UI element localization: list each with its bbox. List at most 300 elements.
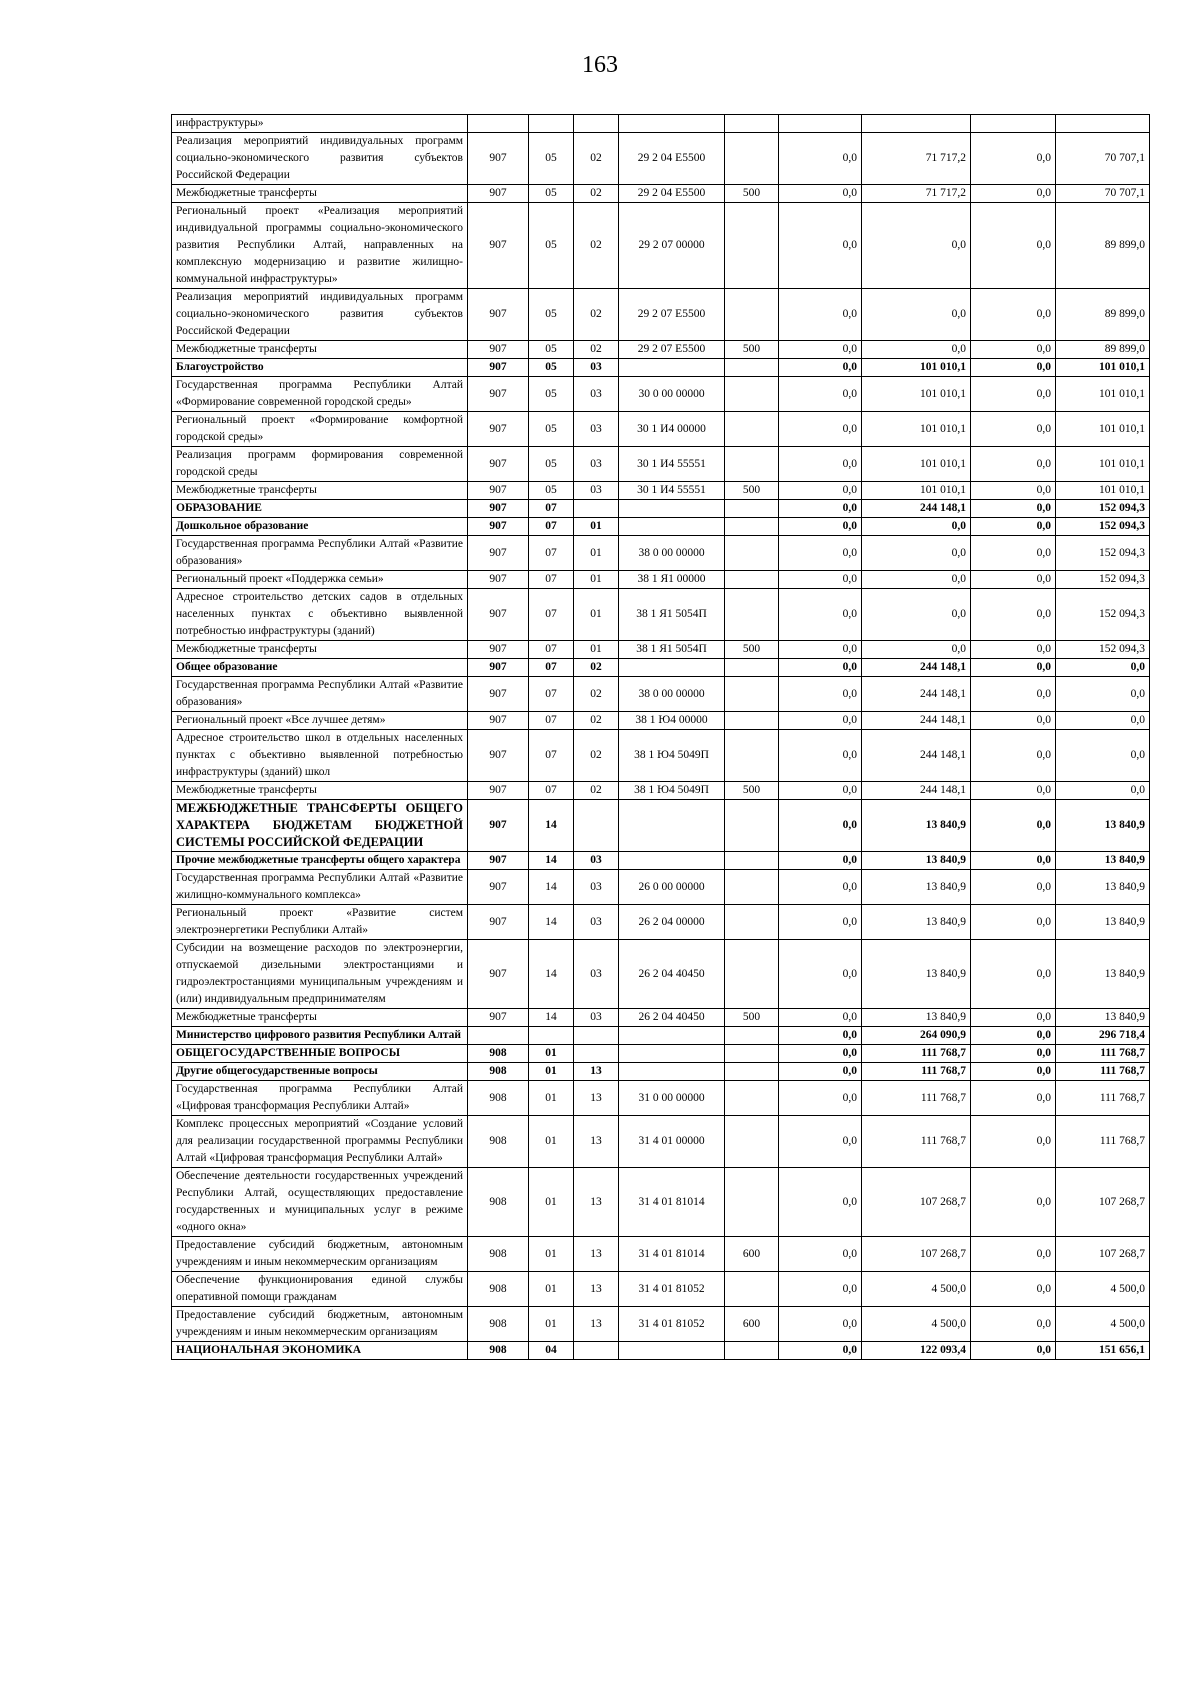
cell-subsection: 13 <box>574 1081 619 1116</box>
cell-expense-type <box>725 359 779 377</box>
cell-grbs: 907 <box>468 940 529 1009</box>
cell-value-3: 0,0 <box>971 870 1056 905</box>
cell-section: 05 <box>529 412 574 447</box>
cell-value-4: 13 840,9 <box>1056 1009 1150 1027</box>
cell-value-2: 4 500,0 <box>862 1307 971 1342</box>
cell-value-4: 89 899,0 <box>1056 203 1150 289</box>
cell-section: 01 <box>529 1307 574 1342</box>
cell-value-1: 0,0 <box>779 730 862 782</box>
cell-grbs: 908 <box>468 1168 529 1237</box>
cell-grbs: 908 <box>468 1237 529 1272</box>
cell-subsection: 03 <box>574 852 619 870</box>
cell-section: 05 <box>529 341 574 359</box>
cell-value-1: 0,0 <box>779 589 862 641</box>
cell-value-3: 0,0 <box>971 377 1056 412</box>
table-row <box>172 1168 1150 1237</box>
cell-value-1: 0,0 <box>779 782 862 800</box>
cell-expense-type <box>725 870 779 905</box>
cell-value-3: 0,0 <box>971 482 1056 500</box>
cell-grbs: 907 <box>468 677 529 712</box>
cell-target-article: 26 2 04 40450 <box>619 1009 725 1027</box>
cell-name: Межбюджетные трансферты <box>172 482 468 500</box>
cell-target-article <box>619 518 725 536</box>
cell-subsection: 03 <box>574 447 619 482</box>
cell-value-1: 0,0 <box>779 905 862 940</box>
cell-value-2: 244 148,1 <box>862 677 971 712</box>
cell-target-article <box>619 500 725 518</box>
cell-section: 07 <box>529 782 574 800</box>
cell-value-2: 244 148,1 <box>862 712 971 730</box>
cell-value-1: 0,0 <box>779 185 862 203</box>
budget-table <box>171 114 1150 1360</box>
cell-value-4: 152 094,3 <box>1056 536 1150 571</box>
cell-value-3: 0,0 <box>971 905 1056 940</box>
cell-section: 05 <box>529 203 574 289</box>
cell-value-3: 0,0 <box>971 133 1056 185</box>
cell-target-article: 38 1 Ю4 00000 <box>619 712 725 730</box>
cell-value-1: 0,0 <box>779 1237 862 1272</box>
cell-value-4: 70 707,1 <box>1056 185 1150 203</box>
cell-section: 07 <box>529 536 574 571</box>
cell-value-1: 0,0 <box>779 800 862 852</box>
cell-value-2: 101 010,1 <box>862 482 971 500</box>
cell-value-4: 4 500,0 <box>1056 1272 1150 1307</box>
cell-target-article: 38 0 00 00000 <box>619 677 725 712</box>
cell-value-2: 4 500,0 <box>862 1272 971 1307</box>
cell-value-3: 0,0 <box>971 800 1056 852</box>
cell-value-1: 0,0 <box>779 1045 862 1063</box>
cell-expense-type <box>725 1342 779 1360</box>
cell-target-article: 38 0 00 00000 <box>619 536 725 571</box>
cell-value-1: 0,0 <box>779 289 862 341</box>
table-row <box>172 133 1150 185</box>
cell-section: 07 <box>529 677 574 712</box>
cell-value-2: 13 840,9 <box>862 1009 971 1027</box>
cell-grbs <box>468 1027 529 1045</box>
table-row <box>172 1045 1150 1063</box>
cell-section: 07 <box>529 730 574 782</box>
cell-value-4: 13 840,9 <box>1056 905 1150 940</box>
cell-expense-type <box>725 1081 779 1116</box>
table-row <box>172 518 1150 536</box>
cell-subsection <box>574 1027 619 1045</box>
cell-subsection: 02 <box>574 289 619 341</box>
cell-grbs: 908 <box>468 1081 529 1116</box>
cell-value-4: 4 500,0 <box>1056 1307 1150 1342</box>
cell-value-1: 0,0 <box>779 412 862 447</box>
cell-grbs: 907 <box>468 482 529 500</box>
cell-target-article: 38 1 Я1 5054П <box>619 589 725 641</box>
cell-grbs: 907 <box>468 659 529 677</box>
table-row <box>172 447 1150 482</box>
table-row <box>172 677 1150 712</box>
cell-section: 05 <box>529 133 574 185</box>
cell-value-4: 13 840,9 <box>1056 800 1150 852</box>
cell-target-article: 30 1 И4 55551 <box>619 482 725 500</box>
cell-grbs: 907 <box>468 905 529 940</box>
cell-expense-type <box>725 659 779 677</box>
cell-subsection <box>574 500 619 518</box>
cell-value-2: 13 840,9 <box>862 852 971 870</box>
cell-name: Региональный проект «Реализация мероприятий индивидуальной программы социально-экономического развития Республики Алтай, направленных на комплексную модернизацию и развитие жилищно-коммунальной инфраструктуры» <box>172 203 468 289</box>
table-row <box>172 359 1150 377</box>
cell-target-article <box>619 115 725 133</box>
cell-section: 05 <box>529 377 574 412</box>
table-row <box>172 1027 1150 1045</box>
cell-subsection: 13 <box>574 1237 619 1272</box>
cell-grbs: 907 <box>468 447 529 482</box>
cell-name: Государственная программа Республики Алтай «Развитие образования» <box>172 536 468 571</box>
cell-target-article: 29 2 07 Е5500 <box>619 289 725 341</box>
cell-value-2: 101 010,1 <box>862 377 971 412</box>
cell-value-4: 101 010,1 <box>1056 359 1150 377</box>
cell-expense-type <box>725 730 779 782</box>
cell-value-1: 0,0 <box>779 359 862 377</box>
table-row <box>172 482 1150 500</box>
cell-value-2: 264 090,9 <box>862 1027 971 1045</box>
cell-section: 01 <box>529 1081 574 1116</box>
cell-name: ОБРАЗОВАНИЕ <box>172 500 468 518</box>
cell-grbs: 908 <box>468 1342 529 1360</box>
cell-value-4: 101 010,1 <box>1056 447 1150 482</box>
table-row <box>172 782 1150 800</box>
cell-name: Межбюджетные трансферты <box>172 1009 468 1027</box>
cell-subsection: 13 <box>574 1168 619 1237</box>
cell-name: Реализация мероприятий индивидуальных программ социально-экономического развития субъектов Российской Федерации <box>172 289 468 341</box>
cell-name: Региональный проект «Развитие систем электроэнергетики Республики Алтай» <box>172 905 468 940</box>
table-row <box>172 852 1150 870</box>
cell-value-2: 111 768,7 <box>862 1045 971 1063</box>
cell-value-1: 0,0 <box>779 641 862 659</box>
cell-grbs: 907 <box>468 341 529 359</box>
cell-section: 01 <box>529 1237 574 1272</box>
cell-subsection: 13 <box>574 1116 619 1168</box>
cell-grbs: 907 <box>468 133 529 185</box>
cell-value-3: 0,0 <box>971 1342 1056 1360</box>
cell-value-1: 0,0 <box>779 203 862 289</box>
cell-value-2: 0,0 <box>862 571 971 589</box>
cell-name: Межбюджетные трансферты <box>172 185 468 203</box>
cell-value-2: 111 768,7 <box>862 1081 971 1116</box>
cell-value-3: 0,0 <box>971 1307 1056 1342</box>
cell-grbs: 907 <box>468 412 529 447</box>
cell-value-2: 13 840,9 <box>862 800 971 852</box>
cell-target-article: 38 1 Я1 5054П <box>619 641 725 659</box>
cell-section: 04 <box>529 1342 574 1360</box>
cell-grbs: 907 <box>468 589 529 641</box>
cell-value-3: 0,0 <box>971 852 1056 870</box>
cell-target-article <box>619 852 725 870</box>
cell-subsection: 02 <box>574 659 619 677</box>
table-row <box>172 659 1150 677</box>
cell-target-article: 31 0 00 00000 <box>619 1081 725 1116</box>
cell-value-4: 152 094,3 <box>1056 518 1150 536</box>
cell-value-4: 296 718,4 <box>1056 1027 1150 1045</box>
cell-value-4: 152 094,3 <box>1056 641 1150 659</box>
cell-value-1: 0,0 <box>779 1009 862 1027</box>
cell-target-article: 29 2 07 Е5500 <box>619 341 725 359</box>
cell-value-1: 0,0 <box>779 133 862 185</box>
cell-grbs: 908 <box>468 1045 529 1063</box>
cell-value-1: 0,0 <box>779 1027 862 1045</box>
cell-value-4: 89 899,0 <box>1056 289 1150 341</box>
cell-grbs: 908 <box>468 1307 529 1342</box>
cell-value-4: 13 840,9 <box>1056 940 1150 1009</box>
cell-subsection: 02 <box>574 203 619 289</box>
cell-expense-type <box>725 447 779 482</box>
cell-target-article: 29 2 04 Е5500 <box>619 185 725 203</box>
cell-value-4: 0,0 <box>1056 730 1150 782</box>
cell-grbs: 908 <box>468 1272 529 1307</box>
cell-target-article <box>619 1063 725 1081</box>
cell-target-article: 29 2 07 00000 <box>619 203 725 289</box>
cell-grbs: 907 <box>468 536 529 571</box>
cell-grbs: 907 <box>468 852 529 870</box>
cell-value-3: 0,0 <box>971 659 1056 677</box>
cell-value-4: 111 768,7 <box>1056 1045 1150 1063</box>
cell-value-4: 13 840,9 <box>1056 852 1150 870</box>
cell-section: 07 <box>529 571 574 589</box>
table-row <box>172 1063 1150 1081</box>
cell-value-4: 107 268,7 <box>1056 1168 1150 1237</box>
cell-subsection: 01 <box>574 518 619 536</box>
cell-value-4: 101 010,1 <box>1056 412 1150 447</box>
cell-name: Межбюджетные трансферты <box>172 341 468 359</box>
cell-value-4: 0,0 <box>1056 712 1150 730</box>
cell-subsection: 03 <box>574 482 619 500</box>
cell-name: Обеспечение функционирования единой службы оперативной помощи гражданам <box>172 1272 468 1307</box>
cell-value-2: 101 010,1 <box>862 359 971 377</box>
cell-subsection: 13 <box>574 1272 619 1307</box>
cell-value-1: 0,0 <box>779 1063 862 1081</box>
cell-grbs: 907 <box>468 500 529 518</box>
table-row <box>172 1272 1150 1307</box>
cell-subsection: 13 <box>574 1063 619 1081</box>
cell-value-4: 89 899,0 <box>1056 341 1150 359</box>
cell-value-3: 0,0 <box>971 1063 1056 1081</box>
cell-grbs: 907 <box>468 359 529 377</box>
cell-target-article: 38 1 Ю4 5049П <box>619 730 725 782</box>
cell-grbs: 908 <box>468 1116 529 1168</box>
cell-subsection: 01 <box>574 536 619 571</box>
cell-value-4: 107 268,7 <box>1056 1237 1150 1272</box>
cell-subsection <box>574 1045 619 1063</box>
table-row <box>172 800 1150 852</box>
cell-target-article: 30 1 И4 00000 <box>619 412 725 447</box>
cell-target-article: 31 4 01 81052 <box>619 1272 725 1307</box>
cell-target-article: 26 2 04 00000 <box>619 905 725 940</box>
cell-value-3: 0,0 <box>971 1009 1056 1027</box>
cell-expense-type <box>725 289 779 341</box>
cell-section: 14 <box>529 800 574 852</box>
cell-subsection: 02 <box>574 730 619 782</box>
table-row <box>172 115 1150 133</box>
cell-value-3: 0,0 <box>971 500 1056 518</box>
cell-subsection: 03 <box>574 905 619 940</box>
cell-grbs: 907 <box>468 800 529 852</box>
cell-value-1: 0,0 <box>779 536 862 571</box>
cell-value-1: 0,0 <box>779 1116 862 1168</box>
cell-value-1: 0,0 <box>779 447 862 482</box>
cell-value-2: 122 093,4 <box>862 1342 971 1360</box>
cell-grbs: 907 <box>468 730 529 782</box>
cell-value-2: 13 840,9 <box>862 870 971 905</box>
cell-subsection: 02 <box>574 133 619 185</box>
cell-target-article: 31 4 01 81014 <box>619 1237 725 1272</box>
cell-target-article <box>619 800 725 852</box>
cell-subsection: 03 <box>574 412 619 447</box>
cell-section: 05 <box>529 482 574 500</box>
cell-value-3: 0,0 <box>971 536 1056 571</box>
cell-name: инфраструктуры» <box>172 115 468 133</box>
cell-section: 14 <box>529 852 574 870</box>
cell-name: Другие общегосударственные вопросы <box>172 1063 468 1081</box>
cell-subsection: 02 <box>574 782 619 800</box>
cell-name: Государственная программа Республики Алтай «Развитие образования» <box>172 677 468 712</box>
table-row <box>172 289 1150 341</box>
cell-value-3: 0,0 <box>971 782 1056 800</box>
table-row <box>172 185 1150 203</box>
cell-grbs: 907 <box>468 289 529 341</box>
cell-name: Обеспечение деятельности государственных учреждений Республики Алтай, осуществляющих предоставление государственных и муниципальных услуг в режиме «одного окна» <box>172 1168 468 1237</box>
cell-value-3: 0,0 <box>971 518 1056 536</box>
cell-section: 05 <box>529 359 574 377</box>
cell-section <box>529 115 574 133</box>
cell-value-4: 0,0 <box>1056 659 1150 677</box>
table-row <box>172 341 1150 359</box>
cell-value-4: 101 010,1 <box>1056 482 1150 500</box>
cell-value-1: 0,0 <box>779 940 862 1009</box>
cell-section: 07 <box>529 712 574 730</box>
cell-grbs: 907 <box>468 571 529 589</box>
cell-target-article: 30 0 00 00000 <box>619 377 725 412</box>
cell-value-1: 0,0 <box>779 341 862 359</box>
cell-value-2: 13 840,9 <box>862 905 971 940</box>
cell-target-article <box>619 1045 725 1063</box>
cell-section: 01 <box>529 1168 574 1237</box>
cell-name: Прочие межбюджетные трансферты общего характера <box>172 852 468 870</box>
table-row <box>172 641 1150 659</box>
cell-target-article: 26 0 00 00000 <box>619 870 725 905</box>
cell-expense-type <box>725 500 779 518</box>
cell-name: Реализация программ формирования современной городской среды <box>172 447 468 482</box>
cell-section: 01 <box>529 1045 574 1063</box>
cell-value-3: 0,0 <box>971 203 1056 289</box>
cell-value-2: 13 840,9 <box>862 940 971 1009</box>
cell-grbs: 907 <box>468 712 529 730</box>
cell-value-3: 0,0 <box>971 359 1056 377</box>
cell-value-3: 0,0 <box>971 447 1056 482</box>
cell-value-4: 0,0 <box>1056 782 1150 800</box>
cell-section: 14 <box>529 905 574 940</box>
cell-name: Адресное строительство школ в отдельных населенных пунктах с объективно выявленной потребностью инфраструктуры (зданий) школ <box>172 730 468 782</box>
cell-target-article <box>619 359 725 377</box>
cell-subsection: 01 <box>574 571 619 589</box>
page-number: 163 <box>582 52 618 78</box>
cell-name: Реализация мероприятий индивидуальных программ социально-экономического развития субъектов Российской Федерации <box>172 133 468 185</box>
cell-expense-type <box>725 536 779 571</box>
table-row <box>172 870 1150 905</box>
table-row <box>172 712 1150 730</box>
cell-value-2: 244 148,1 <box>862 500 971 518</box>
cell-value-2: 0,0 <box>862 641 971 659</box>
cell-value-3: 0,0 <box>971 341 1056 359</box>
cell-target-article: 31 4 01 81014 <box>619 1168 725 1237</box>
table-row <box>172 1307 1150 1342</box>
cell-target-article <box>619 1342 725 1360</box>
cell-value-2: 0,0 <box>862 341 971 359</box>
cell-expense-type: 600 <box>725 1307 779 1342</box>
table-row <box>172 1237 1150 1272</box>
cell-grbs <box>468 115 529 133</box>
cell-expense-type: 500 <box>725 185 779 203</box>
cell-grbs: 907 <box>468 185 529 203</box>
cell-value-1: 0,0 <box>779 571 862 589</box>
cell-name: Предоставление субсидий бюджетным, автономным учреждениям и иным некоммерческим организациям <box>172 1307 468 1342</box>
cell-value-2: 0,0 <box>862 518 971 536</box>
cell-value-4: 111 768,7 <box>1056 1081 1150 1116</box>
cell-section <box>529 1027 574 1045</box>
cell-value-1: 0,0 <box>779 1307 862 1342</box>
table-row <box>172 203 1150 289</box>
table-row <box>172 500 1150 518</box>
table-row <box>172 412 1150 447</box>
cell-expense-type <box>725 115 779 133</box>
cell-expense-type <box>725 940 779 1009</box>
cell-expense-type <box>725 1045 779 1063</box>
cell-subsection <box>574 115 619 133</box>
cell-value-4: 13 840,9 <box>1056 870 1150 905</box>
cell-expense-type <box>725 1168 779 1237</box>
cell-subsection: 02 <box>574 677 619 712</box>
cell-expense-type: 500 <box>725 782 779 800</box>
cell-name: Министерство цифрового развития Республики Алтай <box>172 1027 468 1045</box>
cell-expense-type <box>725 712 779 730</box>
cell-value-2: 111 768,7 <box>862 1116 971 1168</box>
cell-value-3: 0,0 <box>971 1081 1056 1116</box>
cell-section: 07 <box>529 659 574 677</box>
cell-expense-type: 500 <box>725 1009 779 1027</box>
cell-value-1: 0,0 <box>779 1342 862 1360</box>
cell-value-1: 0,0 <box>779 677 862 712</box>
cell-expense-type <box>725 412 779 447</box>
cell-name: Региональный проект «Поддержка семьи» <box>172 571 468 589</box>
cell-value-3: 0,0 <box>971 641 1056 659</box>
cell-name: Государственная программа Республики Алтай «Цифровая трансформация Республики Алтай» <box>172 1081 468 1116</box>
cell-value-3: 0,0 <box>971 589 1056 641</box>
cell-subsection: 13 <box>574 1307 619 1342</box>
cell-expense-type: 500 <box>725 641 779 659</box>
cell-name: МЕЖБЮДЖЕТНЫЕ ТРАНСФЕРТЫ ОБЩЕГО ХАРАКТЕРА БЮДЖЕТАМ БЮДЖЕТНОЙ СИСТЕМЫ РОССИЙСКОЙ ФЕДЕРАЦИИ <box>172 800 468 852</box>
cell-value-2: 244 148,1 <box>862 730 971 782</box>
cell-value-1: 0,0 <box>779 500 862 518</box>
cell-value-3: 0,0 <box>971 412 1056 447</box>
cell-section: 01 <box>529 1272 574 1307</box>
cell-value-2: 0,0 <box>862 589 971 641</box>
cell-name: ОБЩЕГОСУДАРСТВЕННЫЕ ВОПРОСЫ <box>172 1045 468 1063</box>
cell-expense-type: 600 <box>725 1237 779 1272</box>
table-row <box>172 589 1150 641</box>
cell-value-2: 71 717,2 <box>862 185 971 203</box>
cell-name: Региональный проект «Все лучшее детям» <box>172 712 468 730</box>
cell-expense-type <box>725 1272 779 1307</box>
cell-expense-type <box>725 905 779 940</box>
cell-value-2: 0,0 <box>862 289 971 341</box>
cell-expense-type <box>725 1063 779 1081</box>
cell-value-3: 0,0 <box>971 1168 1056 1237</box>
cell-target-article: 31 4 01 00000 <box>619 1116 725 1168</box>
cell-section: 14 <box>529 870 574 905</box>
